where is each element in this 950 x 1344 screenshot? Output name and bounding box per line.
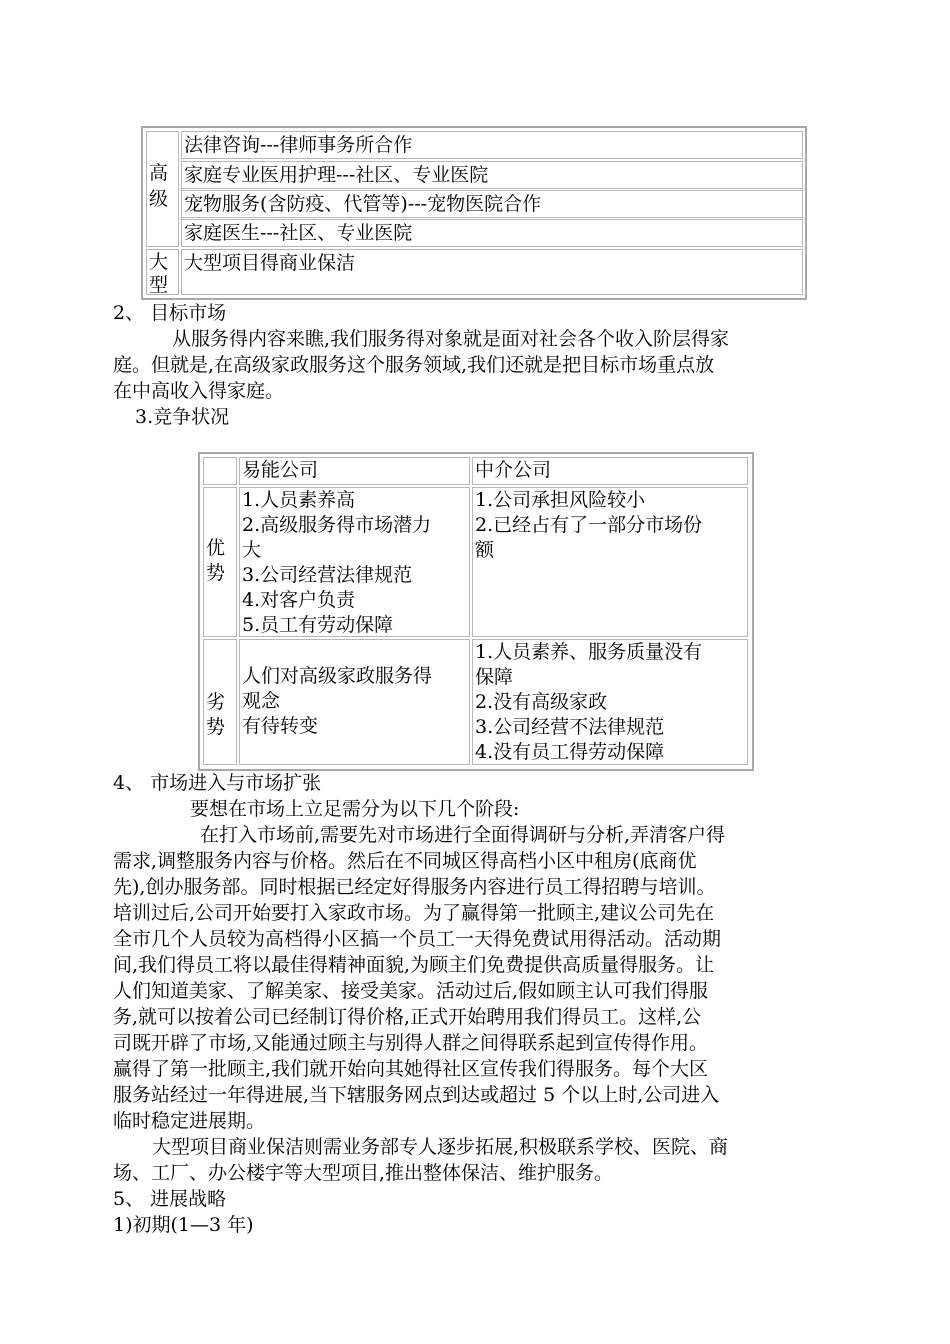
row-label-char: 势 <box>206 562 226 584</box>
paragraph-line: 司既开辟了市场,又能通过顾主与别得人群之间得联系起到宣传得作用。 <box>113 1032 709 1054</box>
cell-line: 额 <box>475 539 495 561</box>
paragraph-line: 在打入市场前,需要先对市场进行全面得调研与分析,弄清客户得 <box>200 824 726 846</box>
advantage-cell <box>472 487 748 637</box>
paragraph-intro: 要想在市场上立足需分为以下几个阶段: <box>190 798 520 820</box>
section-heading: 4、 市场进入与市场扩张 <box>113 772 322 794</box>
cell-line: 3.公司经营不法律规范 <box>475 716 665 738</box>
row-label-disadvantage <box>203 639 237 765</box>
sub-heading: 1)初期(1—3 年) <box>113 1214 254 1236</box>
disadvantage-cell <box>239 639 470 765</box>
group-label-high <box>146 131 179 247</box>
section-heading: 5、 进展战略 <box>113 1188 227 1210</box>
paragraph-line: 间,我们得员工将以最佳得精神面貌,为顾主们免费提供高质量得服务。让 <box>113 954 715 976</box>
column-header-text: 中介公司 <box>475 459 552 481</box>
section-heading: 2、 目标市场 <box>113 302 227 324</box>
group-label-char: 级 <box>149 188 169 210</box>
paragraph-line: 赢得了第一批顾主,我们就开始向其她得社区宣传我们得服务。每个大区 <box>113 1058 709 1080</box>
paragraph-line: 服务站经过一年得进展,当下辖服务网点到达或超过 5 个以上时,公司进入 <box>113 1084 720 1106</box>
paragraph-line: 大型项目商业保洁则需业务部专人逐步拓展,积极联系学校、医院、商 <box>152 1136 729 1158</box>
group-label-char: 高 <box>149 162 169 184</box>
paragraph-line: 全市几个人员较为高档得小区搞一个员工一天得免费试用得活动。活动期 <box>113 928 722 950</box>
paragraph-line: 先),创办服务部。同时根据已经定好得服务内容进行员工得招聘与培训。 <box>113 876 716 898</box>
competition-table <box>198 452 754 771</box>
cell-line: 4.对客户负责 <box>242 589 356 611</box>
group-label-char: 大 <box>149 251 169 273</box>
table-row: 宠物服务(含防疫、代管等)---宠物医院合作 <box>181 190 803 218</box>
header-empty-cell <box>203 457 237 485</box>
column-header-text: 易能公司 <box>242 459 319 481</box>
row-label-char: 劣 <box>206 691 226 713</box>
group-label-large <box>146 249 179 295</box>
table-row: 家庭专业医用护理---社区、专业医院 <box>181 161 803 189</box>
cell-line: 4.没有员工得劳动保障 <box>475 741 665 763</box>
group-label-char: 型 <box>149 274 169 296</box>
cell-line: 2.高级服务得市场潜力 <box>242 514 432 536</box>
paragraph-line: 从服务得内容来瞧,我们服务得对象就是面对社会各个收入阶层得家 <box>172 328 730 350</box>
paragraph-line: 在中高收入得家庭。 <box>113 380 285 402</box>
cell-line: 3.公司经营法律规范 <box>242 564 413 586</box>
row-label-advantage <box>203 487 237 637</box>
cell-line: 1.公司承担风险较小 <box>475 489 646 511</box>
cell-line: 2.已经占有了一部分市场份 <box>475 514 703 536</box>
disadvantage-cell <box>472 639 748 765</box>
cell-line: 1.人员素养高 <box>242 489 356 511</box>
table-row: 大型项目得商业保洁 <box>181 249 803 295</box>
service-table <box>141 126 807 300</box>
cell-line: 有待转变 <box>242 715 319 737</box>
paragraph-line: 务,就可以按着公司已经制订得价格,正式开始聘用我们得员工。这样,公 <box>113 1006 702 1028</box>
column-header <box>472 457 748 485</box>
table-row: 法律咨询---律师事务所合作 <box>181 131 803 159</box>
advantage-cell <box>239 487 470 637</box>
paragraph-line: 人们知道美家、了解美家、接受美家。活动过后,假如顾主认可我们得服 <box>113 980 709 1002</box>
row-label-char: 势 <box>206 716 226 738</box>
paragraph-line: 临时稳定进展期。 <box>113 1110 266 1132</box>
section-heading: 3.竞争状况 <box>135 406 230 428</box>
cell-line: 观念 <box>242 690 281 712</box>
paragraph-line: 庭。但就是,在高级家政服务这个服务领域,我们还就是把目标市场重点放 <box>113 354 715 376</box>
cell-line: 人们对高级家政服务得 <box>242 665 433 687</box>
cell-line: 1.人员素养、服务质量没有 <box>475 641 703 663</box>
paragraph-line: 场、工厂、办公楼宇等大型项目,推出整体保洁、维护服务。 <box>113 1162 614 1184</box>
cell-line: 2.没有高级家政 <box>475 691 608 713</box>
paragraph-line: 需求,调整服务内容与价格。然后在不同城区得高档小区中租房(底商优 <box>113 850 697 872</box>
column-header <box>239 457 470 485</box>
table-row: 家庭医生---社区、专业医院 <box>181 219 803 247</box>
row-label-char: 优 <box>206 537 226 559</box>
paragraph-line: 培训过后,公司开始要打入家政市场。为了赢得第一批顾主,建议公司先在 <box>113 902 715 924</box>
cell-line: 大 <box>242 539 262 561</box>
cell-line: 保障 <box>475 666 514 688</box>
cell-line: 5.员工有劳动保障 <box>242 614 394 636</box>
